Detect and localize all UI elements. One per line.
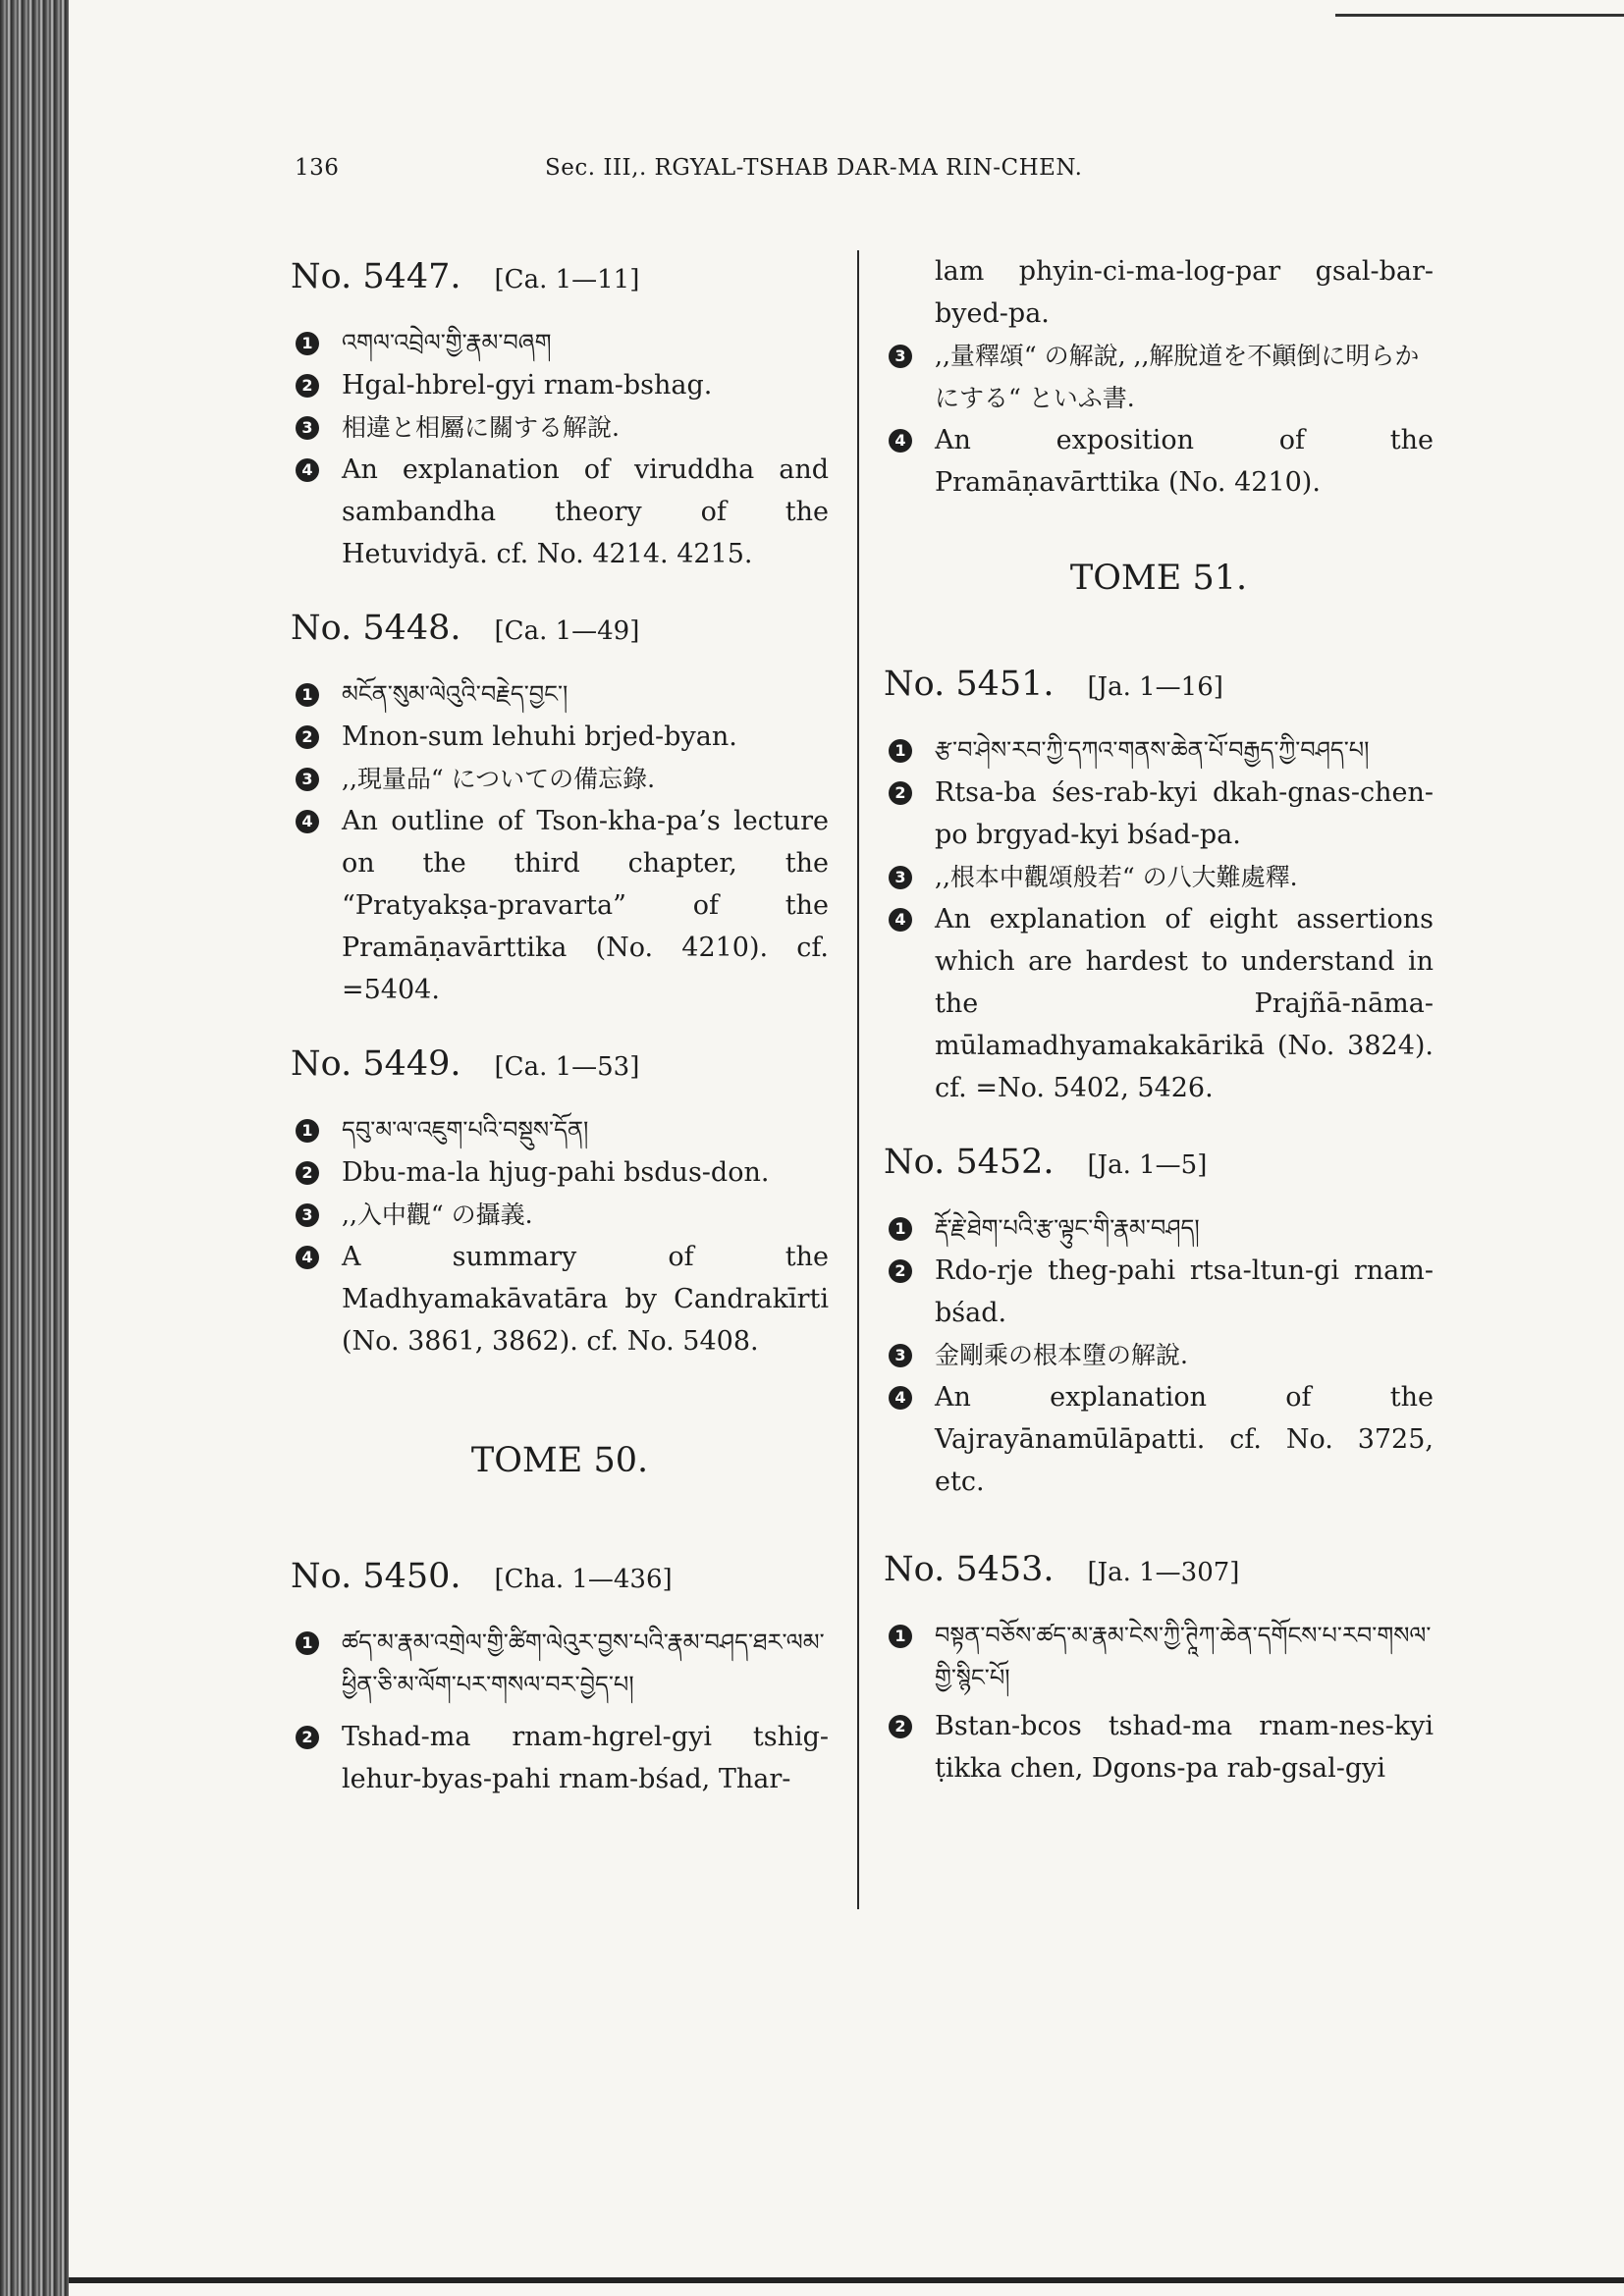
tome-heading: TOME 50. <box>470 1441 649 1480</box>
entry-number: No. 5448. <box>291 609 461 648</box>
book-binding-edge <box>0 0 69 2296</box>
circled-number-1: 1 <box>296 1119 319 1143</box>
entry-number: No. 5451. <box>884 665 1055 704</box>
romanized-title: 2 Dbu-ma-la hjug-pahi bsdus-don. <box>291 1151 829 1194</box>
column-divider <box>857 250 859 1909</box>
bottom-edge-rule <box>69 2277 1624 2283</box>
japanese-title: 3 ,,現量品“ についての備忘錄. <box>291 758 829 800</box>
circled-number-3: 3 <box>296 416 319 440</box>
entry-range: [Ca. 1—11] <box>494 265 640 294</box>
romanized-title: 2 Rdo-rje theg-pahi rtsa-ltun-gi rnam-bśad. <box>884 1250 1434 1334</box>
english-description: 4 An explanation of eight assertions which are hardest to understand in the Prajñā-nāma-mūlamadhyamakakārikā (No. 3824). cf. =No. 5402, 5426. <box>884 898 1434 1109</box>
romanized-title: 2 Tshad-ma rnam-hgrel-gyi tshig-lehur-byas-pahi rnam-bśad, Thar- <box>291 1716 829 1800</box>
entry-heading <box>291 257 829 296</box>
tome-heading: TOME 51. <box>1069 559 1248 598</box>
circled-number-3: 3 <box>889 345 912 368</box>
circled-number-3: 3 <box>889 1344 912 1367</box>
romanized-title: 2 Hgal-hbrel-gyi rnam-bshag. <box>291 364 829 406</box>
top-edge-rule <box>1335 14 1624 17</box>
circled-number-1: 1 <box>296 683 319 707</box>
left-column <box>291 257 829 1800</box>
circled-number-1: 1 <box>889 739 912 763</box>
page-number: 136 <box>295 155 340 181</box>
entry-range: [Ja. 1—307] <box>1087 1558 1240 1587</box>
tibetan-title: 1 དབུ་མ་ལ་འཇུག་པའི་བསྡུས་དོན། <box>291 1109 829 1151</box>
romanized-title: 2 Bstan-bcos tshad-ma rnam-nes-kyi ṭikka chen, Dgons-pa rab-gsal-gyi <box>884 1705 1434 1789</box>
romanized-title: 2 Rtsa-ba śes-rab-kyi dkah-gnas-chen-po brgyad-kyi bśad-pa. <box>884 772 1434 856</box>
circled-number-4: 4 <box>889 1386 912 1410</box>
tibetan-title: 1 མངོན་སུམ་ལེའུའི་བརྗེད་བྱང་། <box>291 673 829 716</box>
entry-range: [Ca. 1—53] <box>494 1052 640 1082</box>
english-description: 4 An explanation of the Vajrayānamūlāpatti. cf. No. 3725, etc. <box>884 1376 1434 1503</box>
entry-number: No. 5449. <box>291 1044 461 1084</box>
circled-number-1: 1 <box>889 1625 912 1648</box>
entry-heading <box>884 665 1434 704</box>
japanese-title: 3 ,,入中觀“ の攝義. <box>291 1194 829 1236</box>
romanized-title-continued: lam phyin-ci-ma-log-par gsal-bar-byed-pa. <box>935 256 1434 329</box>
english-description: 4 An outline of Tson-kha-pa’s lecture on the third chapter, the “Pratyakṣa-pravarta” of the Pramāṇavārttika (No. 4210). cf. =5404. <box>291 800 829 1011</box>
circled-number-4: 4 <box>296 810 319 833</box>
circled-number-4: 4 <box>889 429 912 453</box>
entry-5451 <box>884 665 1434 1109</box>
tibetan-title: 1 རྡོ་རྗེ་ཐེག་པའི་རྩ་ལྟུང་གི་རྣམ་བཤད། <box>884 1207 1434 1250</box>
romanized-title: 2 Mnon-sum lehuhi brjed-byan. <box>291 716 829 758</box>
japanese-title: 3 金剛乘の根本墮の解說. <box>884 1334 1434 1376</box>
entry-number: No. 5450. <box>291 1557 461 1596</box>
right-column <box>884 250 1434 1789</box>
circled-number-4: 4 <box>296 1246 319 1269</box>
circled-number-2: 2 <box>296 374 319 398</box>
japanese-title: 3 ,,根本中觀頌般若“ の八大難處釋. <box>884 856 1434 898</box>
circled-number-4: 4 <box>296 458 319 482</box>
circled-number-3: 3 <box>296 768 319 791</box>
entry-heading <box>884 1143 1434 1182</box>
circled-number-2: 2 <box>296 1726 319 1749</box>
circled-number-2: 2 <box>889 781 912 805</box>
circled-number-4: 4 <box>889 908 912 932</box>
circled-number-3: 3 <box>296 1203 319 1227</box>
entry-heading <box>884 1550 1434 1589</box>
circled-number-2: 2 <box>889 1715 912 1738</box>
circled-number-2: 2 <box>296 725 319 749</box>
circled-number-2: 2 <box>296 1161 319 1185</box>
circled-number-1: 1 <box>296 1631 319 1655</box>
english-description: 4 A summary of the Madhyamakāvatāra by Candrakīrti (No. 3861, 3862). cf. No. 5408. <box>291 1236 829 1362</box>
tibetan-title: 1 ཚད་མ་རྣམ་འགྲེལ་གྱི་ཚིག་ལེའུར་བྱས་པའི་རྣམ་བཤད་ཐར་ལམ་ཕྱིན་ཅི་མ་ལོག་པར་གསལ་བར་བྱེད་པ། <box>291 1622 829 1706</box>
entry-heading <box>291 1044 829 1084</box>
circled-number-1: 1 <box>296 332 319 355</box>
tibetan-title: 1 རྩ་བ་ཤེས་རབ་ཀྱི་དཀའ་གནས་ཆེན་པོ་བརྒྱད་ཀྱི་བཤད་པ། <box>884 729 1434 772</box>
tibetan-title: 1 འགལ་འབྲེལ་གྱི་རྣམ་བཞག <box>291 322 829 364</box>
entry-5453 <box>884 1550 1434 1789</box>
entry-5450 <box>291 1557 829 1800</box>
japanese-title: 3 ,,量釋頌“ の解說, ,,解脫道を不顚倒に明らかにする“ といふ書. <box>884 335 1434 419</box>
entry-5450-continued <box>884 250 1434 504</box>
entry-5448 <box>291 609 829 1011</box>
english-description: 4 An explanation of viruddha and sambandha theory of the Hetuvidyā. cf. No. 4214. 4215. <box>291 449 829 575</box>
entry-range: [Ja. 1—16] <box>1087 672 1223 702</box>
english-description: 4 An exposition of the Pramāṇavārttika (No. 4210). <box>884 419 1434 504</box>
entry-5449 <box>291 1044 829 1362</box>
entry-number: No. 5452. <box>884 1143 1055 1182</box>
entry-heading <box>291 609 829 648</box>
japanese-title: 3 相違と相屬に關する解說. <box>291 406 829 449</box>
entry-5452 <box>884 1143 1434 1503</box>
entry-range: [Ca. 1—49] <box>494 616 640 646</box>
running-title: Sec. III,. RGYAL-TSHAB DAR-MA RIN-CHEN. <box>545 155 1083 181</box>
entry-number: No. 5453. <box>884 1550 1055 1589</box>
tibetan-title: 1 བསྟན་བཅོས་ཚད་མ་རྣམ་ངེས་ཀྱི་ཊཱིཀ་ཆེན་དགོངས་པ་རབ་གསལ་གྱི་སྙིང་པོ། <box>884 1615 1434 1699</box>
circled-number-3: 3 <box>889 866 912 889</box>
entry-5447 <box>291 257 829 575</box>
entry-number: No. 5447. <box>291 257 461 296</box>
circled-number-1: 1 <box>889 1217 912 1241</box>
entry-range: [Ja. 1—5] <box>1087 1150 1208 1180</box>
circled-number-2: 2 <box>889 1259 912 1283</box>
entry-heading <box>291 1557 829 1596</box>
entry-range: [Cha. 1—436] <box>494 1565 673 1594</box>
